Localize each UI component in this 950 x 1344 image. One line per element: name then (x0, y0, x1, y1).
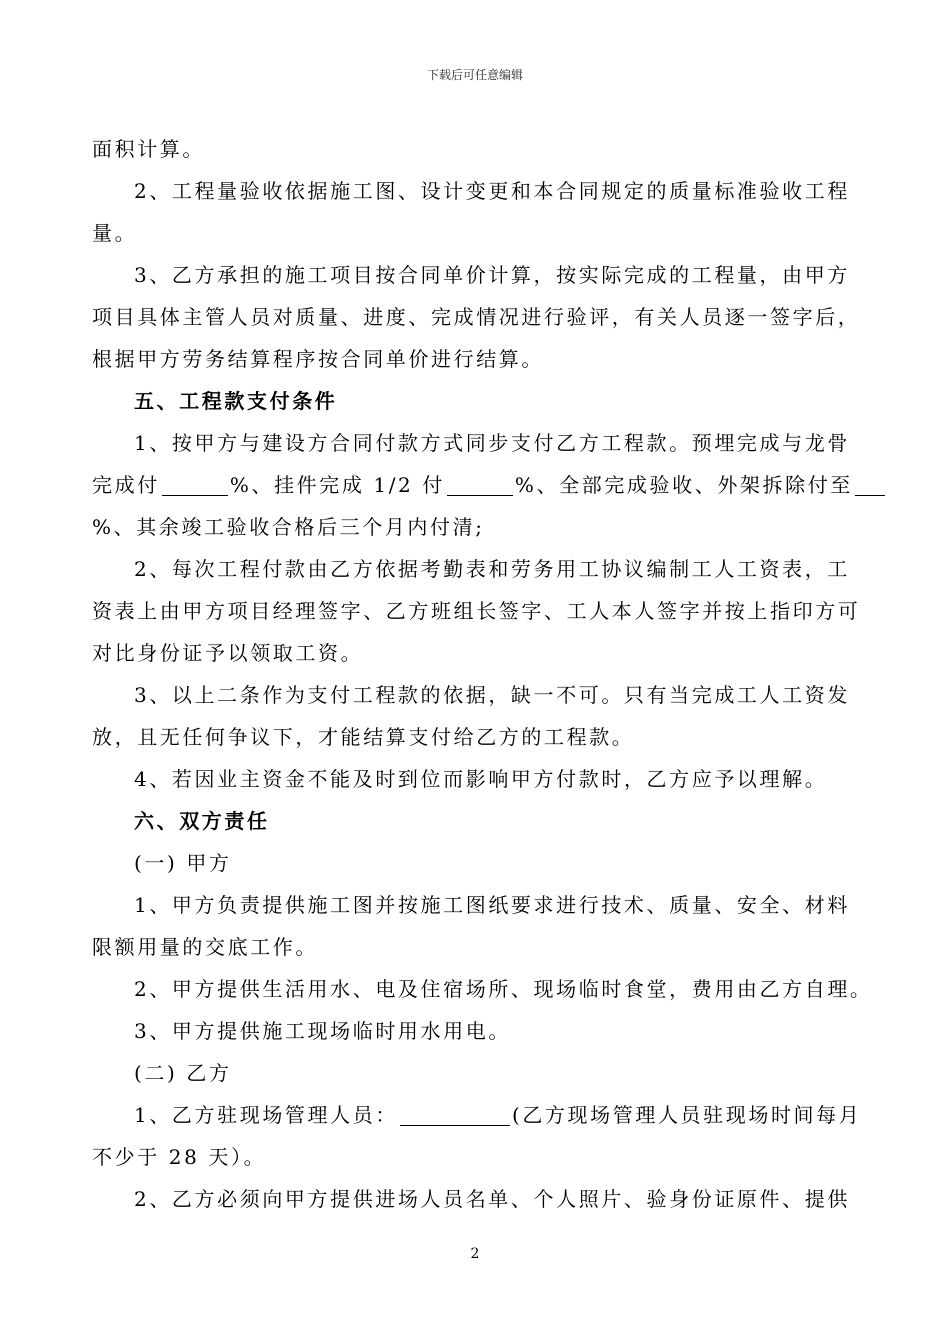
text-segment: %、全部完成验收、外架拆除付至 (514, 473, 853, 497)
text-line: 2、工程量验收依据施工图、设计变更和本合同规定的质量标准验收工程 (134, 179, 850, 203)
fill-blank (162, 469, 228, 496)
fill-blank (400, 1099, 510, 1126)
page-number: 2 (470, 1246, 480, 1262)
text-segment: (乙方现场管理人员驻现场时间每月 (511, 1103, 862, 1127)
text-line: 不少于 28 天）。 (92, 1145, 267, 1169)
text-line: 限额用量的交底工作。 (92, 935, 318, 959)
text-line: 2、甲方提供生活用水、电及住宿场所、现场临时食堂，费用由乙方自理。 (134, 977, 873, 1001)
document-body (92, 128, 873, 1220)
text-line: 2、每次工程付款由乙方依据考勤表和劳务用工协议编制工人工资表，工 (134, 557, 850, 581)
text-line: 3、甲方提供施工现场临时用水用电。 (134, 1019, 511, 1043)
text-line: 3、以上二条作为支付工程款的依据，缺一不可。只有当完成工人工资发 (134, 683, 850, 707)
fill-blank (447, 469, 513, 496)
subsection-heading-party-a: (一) 甲方 (134, 851, 232, 875)
text-line: 资表上由甲方项目经理签字、乙方班组长签字、工人本人签字并按上指印方可 (92, 599, 861, 623)
subsection-heading-party-b: (二) 乙方 (134, 1061, 232, 1085)
text-line: 根据甲方劳务结算程序按合同单价进行结算。 (92, 347, 544, 371)
fill-blank (855, 469, 885, 496)
header-note: 下载后可任意编辑 (426, 68, 523, 82)
text-line-with-blank (92, 1094, 862, 1136)
text-line: %、其余竣工验收合格后三个月内付清; (92, 515, 485, 539)
text-line: 放，且无任何争议下，才能结算支付给乙方的工程款。 (92, 725, 635, 749)
text-segment: 1、乙方驻现场管理人员： (134, 1103, 398, 1127)
text-line-with-blanks (92, 464, 862, 506)
section-heading-payment: 五、工程款支付条件 (134, 389, 338, 413)
text-segment: %、挂件完成 1/2 付 (229, 473, 445, 497)
text-line: 量。 (92, 221, 138, 245)
text-segment: 完成付 (92, 473, 160, 497)
text-line: 1、甲方负责提供施工图并按施工图纸要求进行技术、质量、安全、材料 (134, 893, 850, 917)
text-line: 面积计算。 (92, 137, 205, 161)
text-line: 2、乙方必须向甲方提供进场人员名单、个人照片、验身份证原件、提供 (134, 1187, 850, 1211)
text-line: 项目具体主管人员对质量、进度、完成情况进行验评，有关人员逐一签字后， (92, 305, 861, 329)
text-line: 4、若因业主资金不能及时到位而影响甲方付款时，乙方应予以理解。 (134, 767, 828, 791)
text-line: 1、按甲方与建设方合同付款方式同步支付乙方工程款。预埋完成与龙骨 (134, 431, 850, 455)
section-heading-responsibilities: 六、双方责任 (134, 809, 270, 833)
text-line: 对比身份证予以领取工资。 (92, 641, 364, 665)
text-line: 3、乙方承担的施工项目按合同单价计算，按实际完成的工程量，由甲方 (134, 263, 850, 287)
